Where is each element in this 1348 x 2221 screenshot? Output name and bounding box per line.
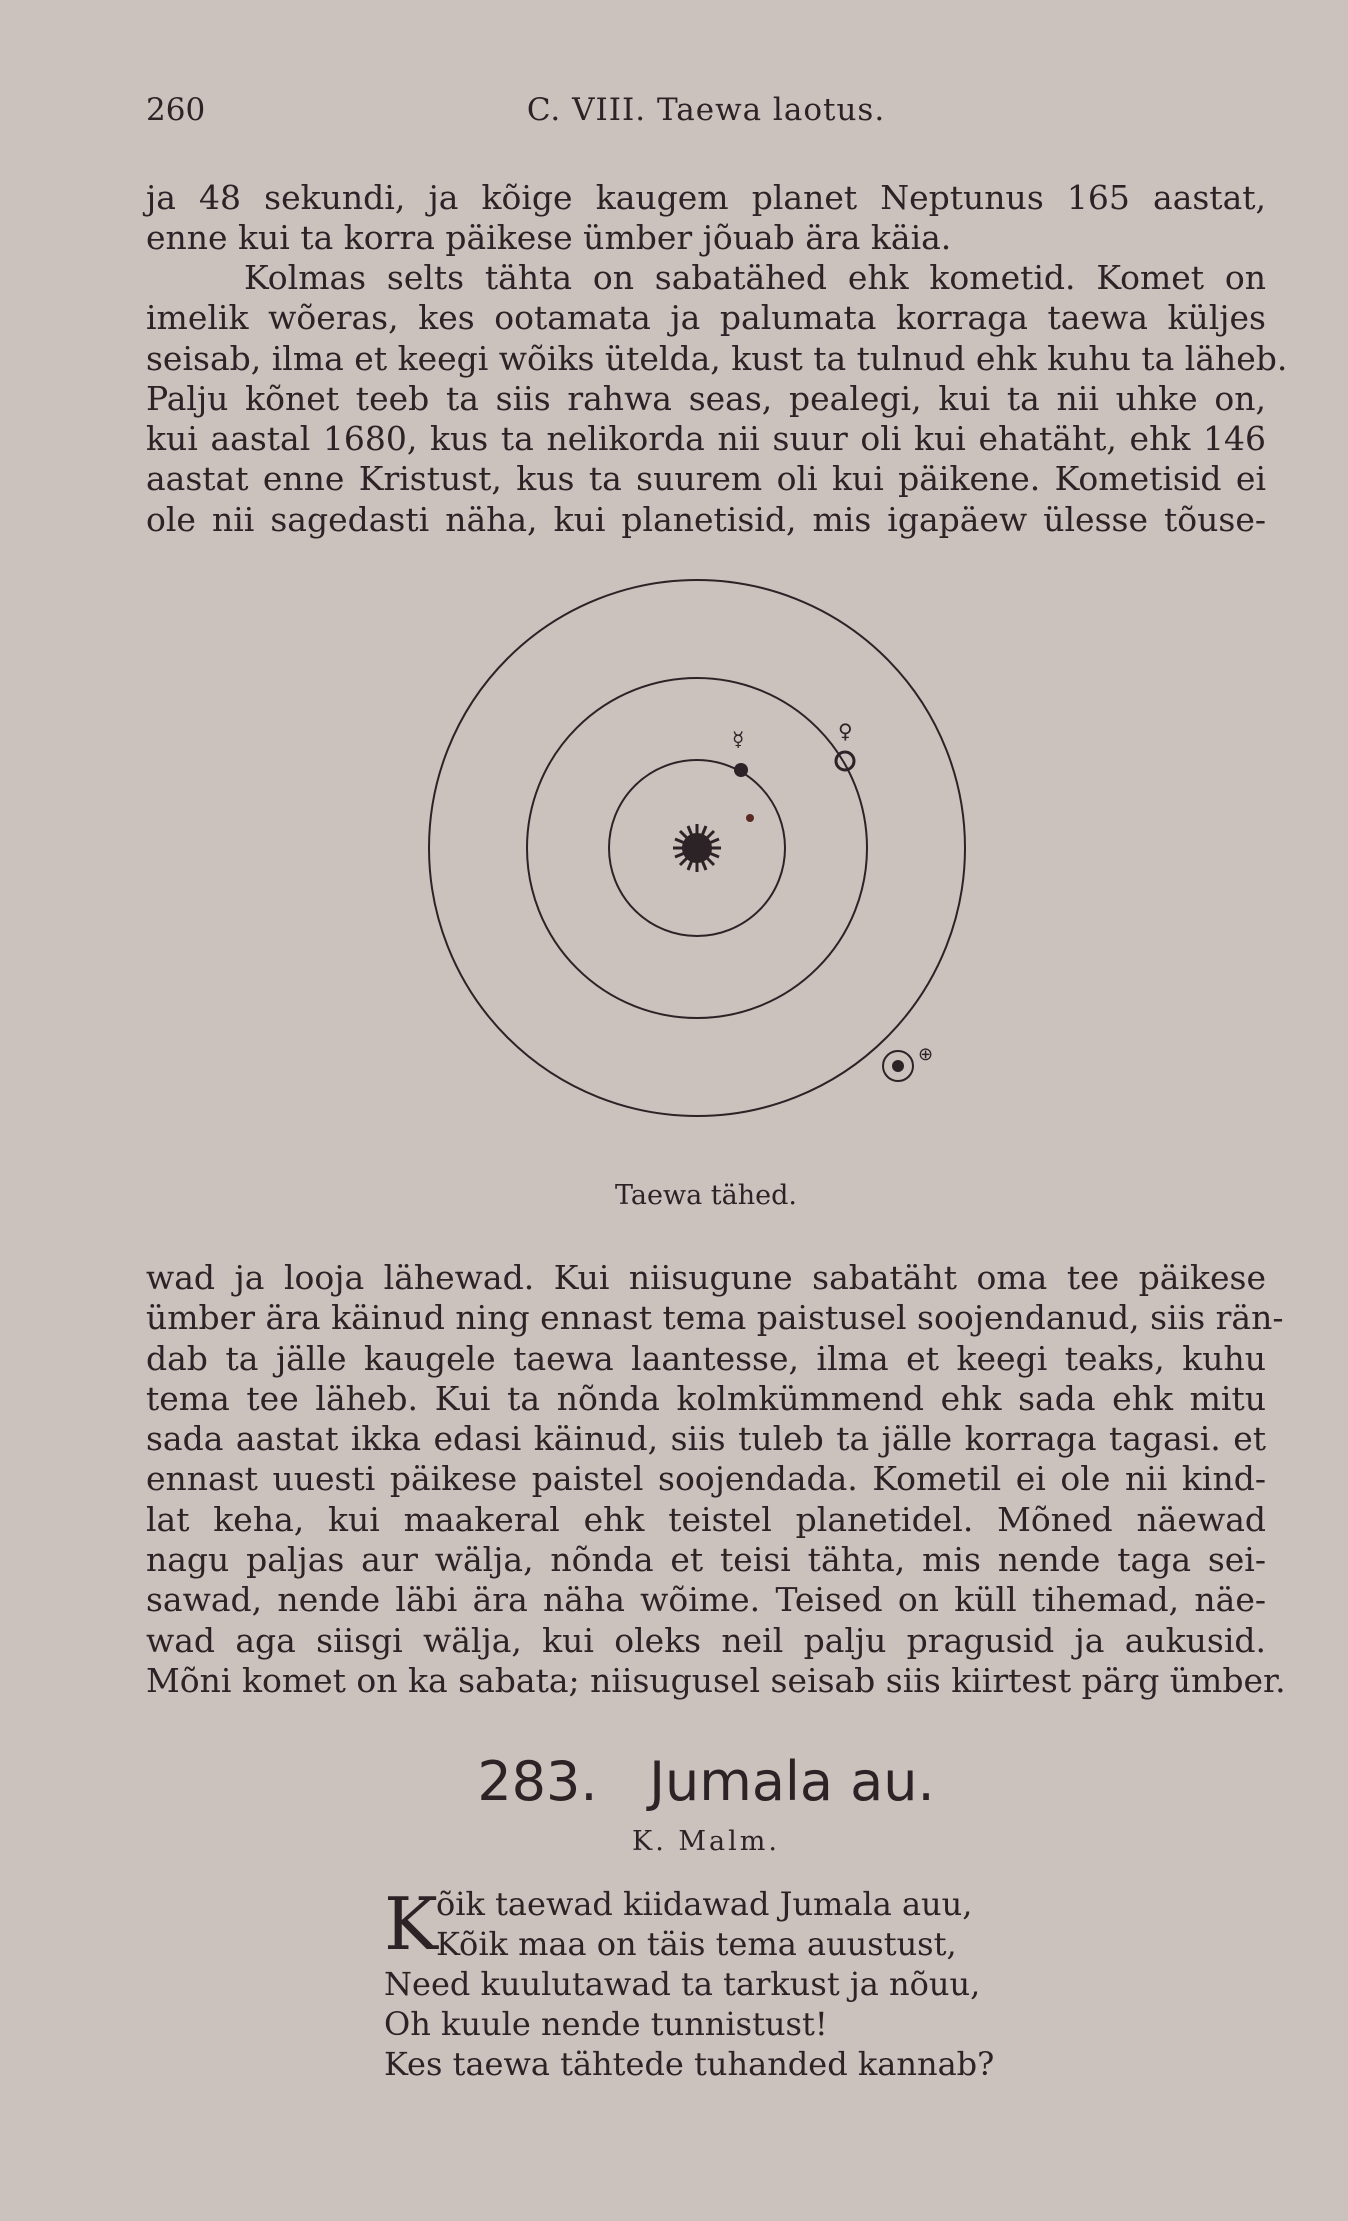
hymn-verse [384, 1884, 1084, 2084]
verse-line: Kes taewa tähtede tuhanded kannab? [384, 2045, 995, 2083]
page-number: 260 [146, 92, 206, 128]
text-line: aastat enne Kristust, kus ta suurem oli kui päikene. Kometisid ei [146, 459, 1266, 499]
text-line: wad aga siisgi wälja, kui oleks neil palju pragusid ja aukusid. [146, 1620, 1266, 1660]
text-line: Palju kõnet teeb ta siis rahwa seas, pealegi, kui ta nii uhke on, [146, 378, 1266, 418]
sun-icon [673, 824, 721, 872]
page-header [146, 92, 1266, 132]
verse-line: õik taewad kiidawad Jumala auu, [436, 1885, 973, 1923]
text-line: ja 48 sekundi, ja kõige kaugem planet Neptunus 165 aastat, [146, 178, 1266, 217]
text-line: ennast uuesti päikese paistel soojendada. Kometil ei ole nii kind- [146, 1459, 1266, 1499]
hymn-number: 283. [477, 1750, 598, 1813]
text-line: enne kui ta korra päikese ümber jõuab ära käia. [146, 218, 952, 258]
text-line: seisab, ilma et keegi wõiks ütelda, kust ta tulnud ehk kuhu ta läheb. [146, 338, 1288, 378]
text-line: Kolmas selts tähta on sabatähed ehk kometid. Komet on [244, 258, 1266, 297]
hymn-author: K. Malm. [632, 1826, 780, 1857]
text-line: sada aastat ikka edasi käinud, siis tuleb ta jälle korraga tagasi. et [146, 1419, 1266, 1459]
text-line: sawad, nende läbi ära näha wõime. Teised on küll tihemad, näe- [146, 1580, 1266, 1620]
figure-caption: Taewa tähed. [615, 1180, 797, 1211]
text-line: tema tee läheb. Kui ta nõnda kolmkümmend ehk sada ehk mitu [146, 1378, 1266, 1418]
paragraph-2 [146, 258, 1288, 540]
running-title: C. VIII. Taewa laotus. [526, 92, 886, 128]
venus-symbol: ♀ [838, 719, 853, 743]
text-line: imelik wõeras, kes ootamata ja palumata korraga taewa külјes [146, 298, 1266, 338]
text-line: wad ja looja lähewad. Kui niisugune sabatäht oma tee päikese [146, 1258, 1266, 1297]
text-line: ümber ära käinud ning ennast tema paistusel soojendanud, siis rän- [146, 1298, 1284, 1338]
venus-planet [836, 752, 854, 770]
text-line: nagu paljas aur wälja, nõnda et teisi tähta, mis nende taga sei- [146, 1540, 1266, 1580]
hymn-title: Jumala au. [649, 1750, 935, 1813]
text-line: kui aastal 1680, kus ta nelikorda nii suur oli kui ehatäht, ehk 146 [146, 419, 1266, 459]
hymn-heading [146, 1750, 1266, 1813]
mercury-planet [734, 763, 748, 777]
drop-cap: K [384, 1882, 438, 1966]
text-line: lat keha, kui maakeral ehk teistel planetidel. Mõned näewad [146, 1499, 1266, 1539]
paragraph-1 [146, 178, 1266, 259]
verse-line: Need kuulutawad ta tarkust ja nõuu, [384, 1965, 981, 2003]
verse-line: Kõik maa on täis tema auustust, [436, 1925, 957, 1963]
earth-symbol: ⊕ [918, 1044, 934, 1065]
text-line: Mõni komet on ka sabata; niisugusel seisab siis kiirtest pärg ümber. [146, 1660, 1286, 1700]
text-line: ole nii sagedasti näha, kui planetisid, mis igapäew ülesse tõuse- [146, 499, 1266, 539]
earth-planet [892, 1060, 904, 1072]
planet-dot [746, 814, 754, 822]
text-line: dab ta jälle kaugele taewa laantesse, ilma et keegi teaks, kuhu [146, 1338, 1266, 1378]
solar-system-diagram [410, 548, 990, 1148]
verse-line: Oh kuule nende tunnistust! [384, 2005, 828, 2043]
mercury-symbol: ☿ [732, 727, 745, 751]
paragraph-3 [146, 1258, 1286, 1701]
